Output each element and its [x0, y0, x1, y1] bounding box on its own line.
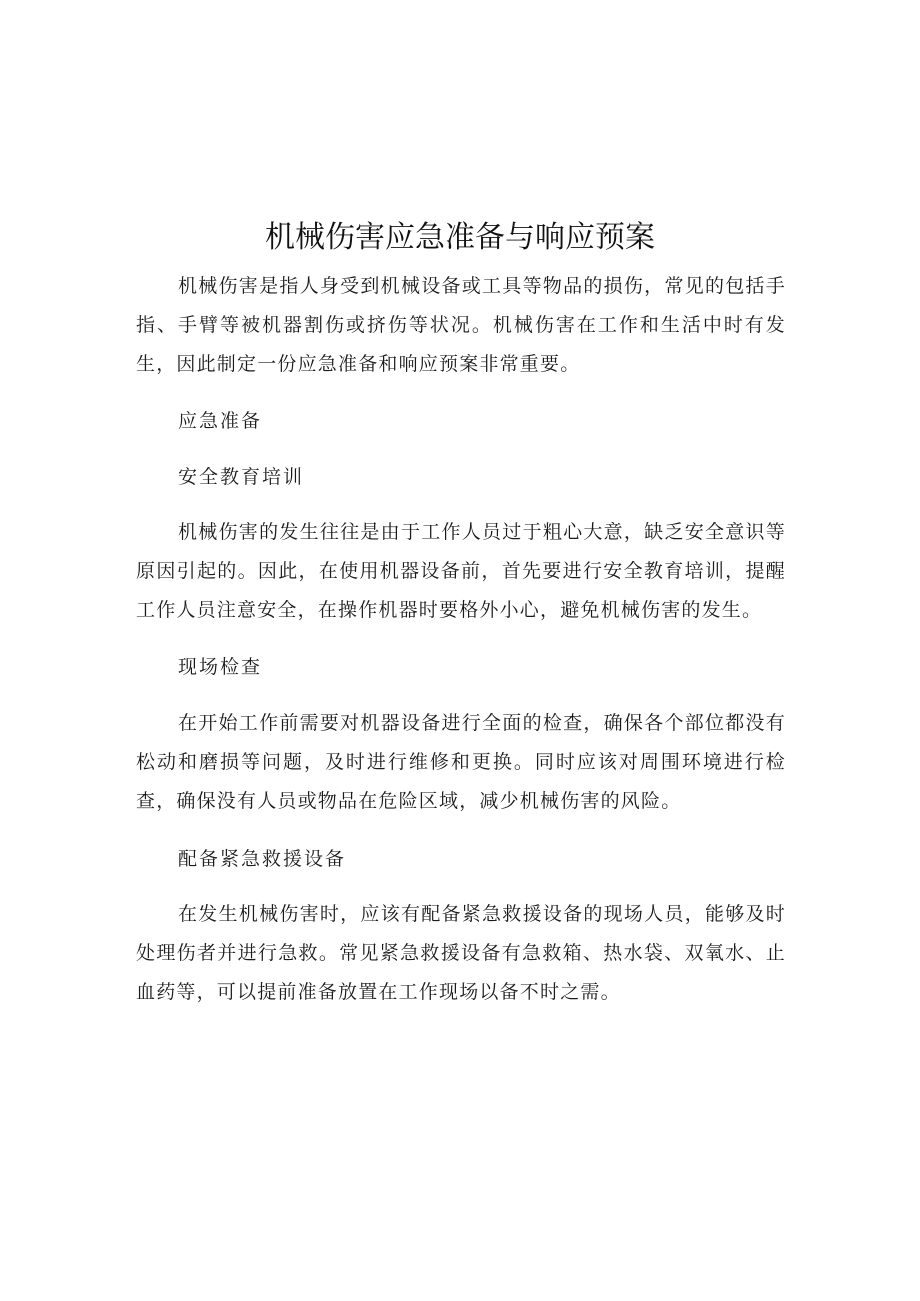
emergency-equipment-paragraph: 在发生机械伤害时，应该有配备紧急救援设备的现场人员，能够及时处理伤者并进行急救。常见紧急救援设备有急救箱、热水袋、双氧水、止血药等，可以提前准备放置在工作现场以备不时之需。: [136, 903, 786, 1003]
intro-paragraph: 机械伤害是指人身受到机械设备或工具等物品的损伤，常见的包括手指、手臂等被机器割伤或挤伤等状况。机械伤害在工作和生活中时有发生，因此制定一份应急准备和响应预案非常重要。: [136, 275, 786, 375]
document-title: 机械伤害应急准备与响应预案: [265, 220, 655, 255]
site-inspection-paragraph: 在开始工作前需要对机器设备进行全面的检查，确保各个部位都没有松动和磨损等问题，及时进行维修和更换。同时应该对周围环境进行检查，确保没有人员或物品在危险区域，减少机械伤害的风险。: [136, 712, 786, 812]
safety-training-paragraph: 机械伤害的发生往往是由于工作人员过于粗心大意，缺乏安全意识等原因引起的。因此，在使用机器设备前，首先要进行安全教育培训，提醒工作人员注意安全，在操作机器时要格外小心，避免机械伤害的发生。: [136, 521, 786, 621]
section-heading-emergency-equipment: 配备紧急救援设备: [178, 848, 347, 870]
section-heading-site-inspection: 现场检查: [178, 656, 263, 678]
section-heading-safety-training: 安全教育培训: [178, 466, 305, 488]
section-heading-emergency-preparation: 应急准备: [178, 410, 263, 432]
